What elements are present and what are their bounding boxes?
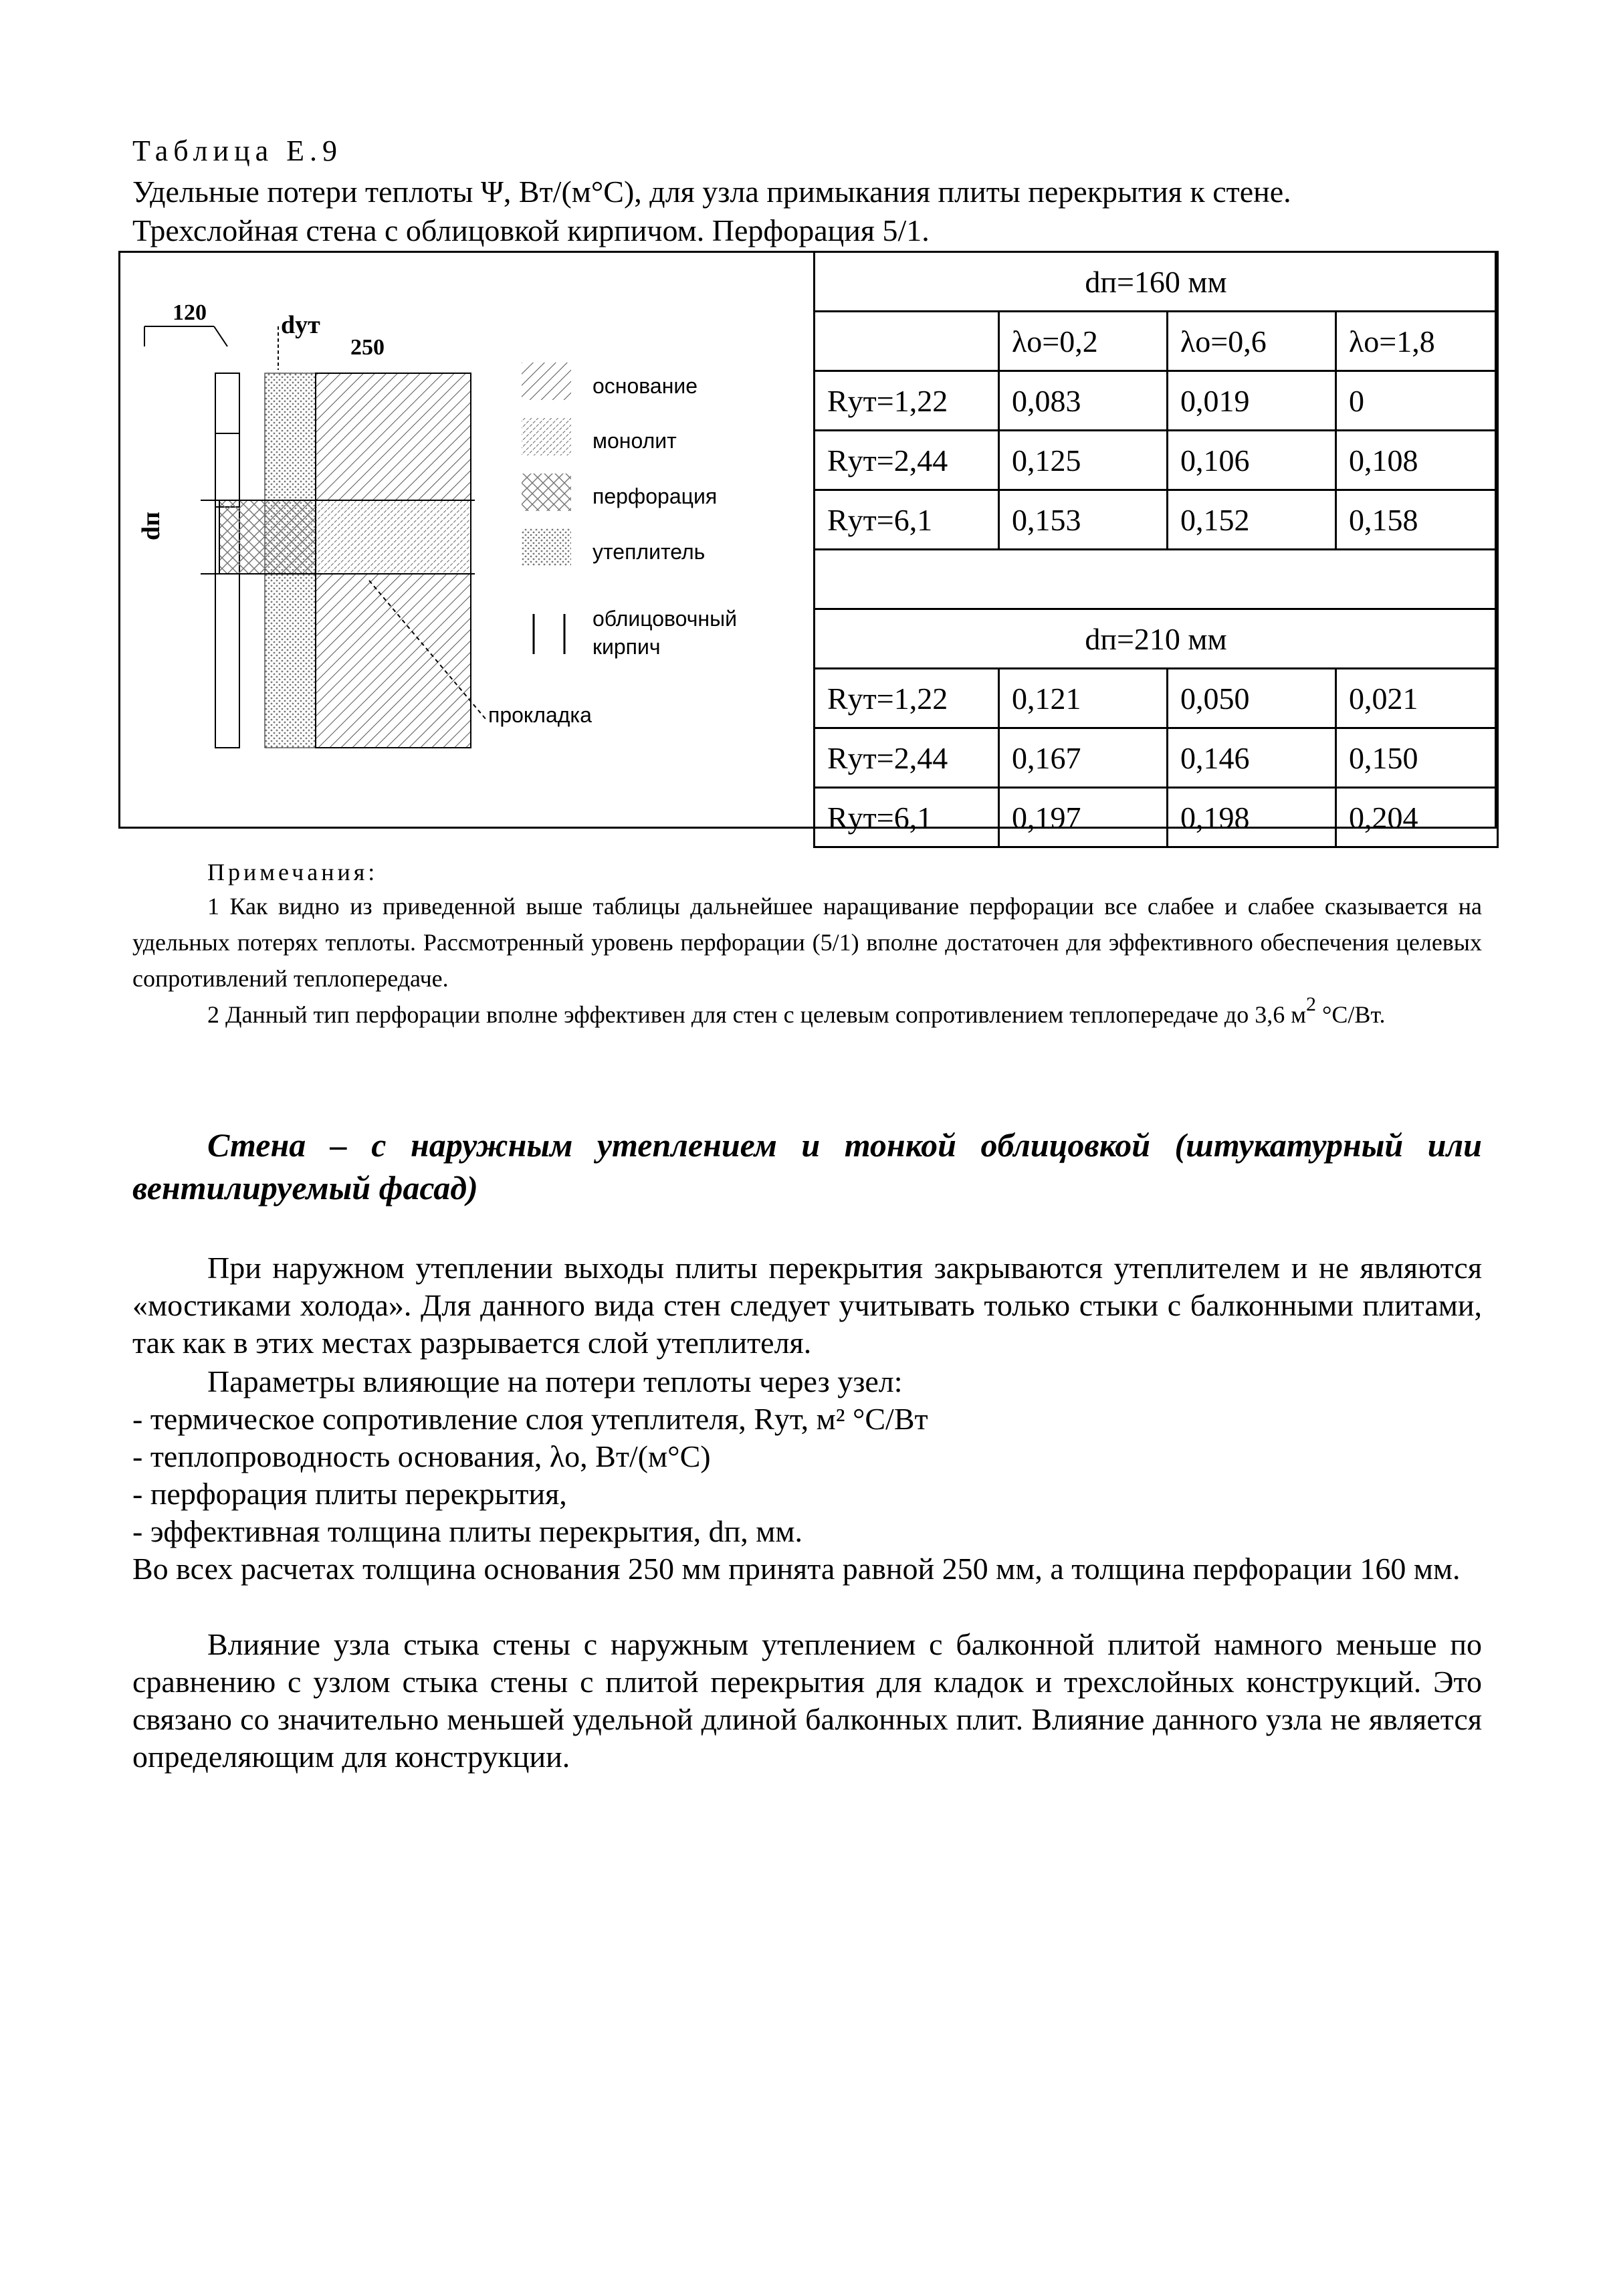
list-item: - перфорация плиты перекрытия, [132, 1477, 567, 1511]
row-label: Rут=6,1 [815, 788, 999, 847]
column-header: λо=0,2 [999, 312, 1168, 371]
column-header: λо=1,8 [1336, 312, 1498, 371]
table-row [815, 788, 1498, 847]
note-2-tail: °С/Вт. [1316, 1001, 1386, 1028]
table-cell: 0,146 [1168, 728, 1336, 788]
note-2-superscript: 2 [1306, 993, 1317, 1015]
notes-title: Примечания: [207, 859, 379, 885]
table-cell: 0,050 [1168, 669, 1336, 728]
table-cell: 0,021 [1336, 669, 1498, 728]
paragraph-2: Параметры влияющие на потери теплоты через узел: [207, 1364, 903, 1398]
table-cell: 0,204 [1336, 788, 1498, 847]
table-cell: 0 [1336, 371, 1498, 431]
spacer-row [815, 550, 1498, 609]
legend-label-monolith: монолит [593, 429, 677, 453]
legend-label-brick: кирпич [593, 635, 661, 659]
table-cell: 0,150 [1336, 728, 1498, 788]
note-2-text: 2 Данный тип перфорации вполне эффективен для стен с целевым сопротивлением теплопередаче до 3,6 м [207, 1001, 1307, 1028]
note-1: 1 Как видно из приведенной выше таблицы дальнейшее наращивание перфорации все слабее и слабее сказывается на удельных потерях теплоты. Рассмотренный уровень перфорации (5/1) вполне достаточен для эффективного обеспечения целевых сопротивлений теплопередаче. [132, 893, 1482, 992]
row-label: Rут=2,44 [815, 431, 999, 490]
group-header-160: dп=160 мм [815, 252, 1498, 312]
row-label: Rут=1,22 [815, 669, 999, 728]
dim-250-label: 250 [350, 335, 385, 360]
row-label: Rут=2,44 [815, 728, 999, 788]
table-cell: 0,108 [1336, 431, 1498, 490]
legend-label-insulation: утеплитель [593, 540, 706, 564]
heat-loss-table [813, 251, 1499, 848]
table-cell: 0,158 [1336, 490, 1498, 550]
list-item: - термическое сопротивление слоя утеплителя, Rут, м² °С/Вт [132, 1402, 928, 1436]
table-cell: 0,083 [999, 371, 1168, 431]
table-caption-subtitle: Трехслойная стена с облицовкой кирпичом. Перфорация 5/1. [132, 213, 930, 247]
note-2 [132, 993, 1482, 1033]
group-header-210: dп=210 мм [815, 609, 1498, 669]
list-item: - эффективная толщина плиты перекрытия, dп, мм. [132, 1514, 802, 1548]
paragraph-3: Во всех расчетах толщина основания 250 мм принята равной 250 мм, а толщина перфорации 160 мм. [132, 1552, 1461, 1586]
legend-label-perforation: перфорация [593, 484, 718, 508]
table-row [815, 371, 1498, 431]
section-heading: Стена – с наружным утеплением и тонкой облицовкой (штукатурный или вентилируемый фасад) [132, 1126, 1482, 1207]
table-row [815, 728, 1498, 788]
row-label: Rут=1,22 [815, 371, 999, 431]
table-cell: 0,019 [1168, 371, 1336, 431]
table-cell: 0,167 [999, 728, 1168, 788]
table-caption-title: Удельные потери теплоты Ψ, Вт/(м°С), для узла примыкания плиты перекрытия к стене. [132, 175, 1291, 209]
dim-dyt-label: dут [281, 311, 320, 339]
table-row [815, 431, 1498, 490]
table-caption-label: Таблица Е.9 [132, 134, 343, 167]
legend-label-base: основание [593, 374, 698, 398]
table-cell: 0,121 [999, 669, 1168, 728]
table-row [815, 669, 1498, 728]
wall-junction-diagram [120, 253, 813, 827]
dim-120-label: 120 [173, 300, 207, 325]
paragraph-1: При наружном утеплении выходы плиты перекрытия закрываются утеплителем и не являются «мостиками холода». Для данного вида стен следует учитывать только стыки с балконными плитами, так как в этих местах разрывается слой утеплителя. [132, 1251, 1482, 1360]
dim-dp-label: dп [137, 511, 165, 540]
list-item: - теплопроводность основания, λо, Вт/(м°С) [132, 1439, 711, 1473]
table-cell: 0,198 [1168, 788, 1336, 847]
table-cell: 0,197 [999, 788, 1168, 847]
header-empty-cell [815, 312, 999, 371]
legend-label-facing: облицовочный [593, 607, 737, 631]
table-cell: 0,153 [999, 490, 1168, 550]
paragraph-4: Влияние узла стыка стены с наружным утеплением с балконной плитой намного меньше по сравнению с узлом стыка стены с плитой перекрытия для кладок и трехслойных конструкций. Это связано со значительно меньшей удельной длиной балконных плит. Влияние данного узла не является определяющим для конструкции. [132, 1627, 1482, 1774]
table-cell: 0,125 [999, 431, 1168, 490]
gasket-label: прокладка [488, 703, 592, 727]
table-cell: 0,106 [1168, 431, 1336, 490]
table-cell: 0,152 [1168, 490, 1336, 550]
row-label: Rут=6,1 [815, 490, 999, 550]
table-row [815, 490, 1498, 550]
column-header: λо=0,6 [1168, 312, 1336, 371]
